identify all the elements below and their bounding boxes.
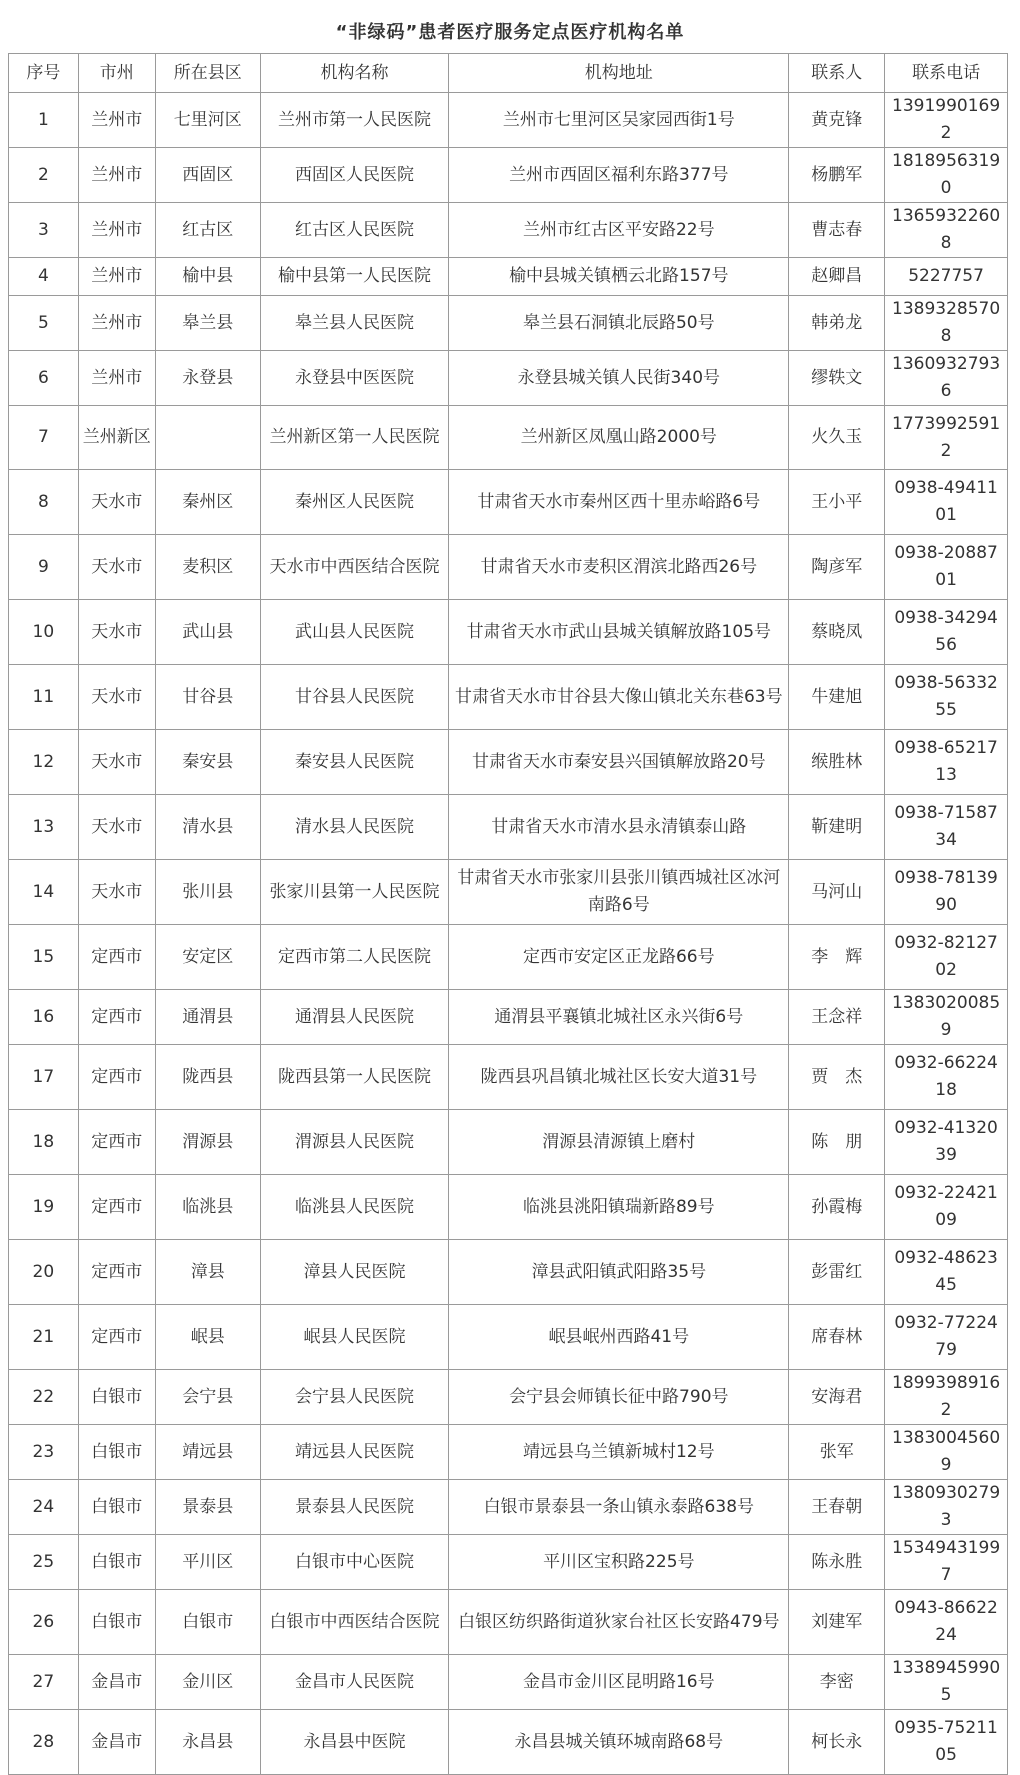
cell-index: 24 [9,1480,79,1535]
cell-index: 23 [9,1425,79,1480]
cell-phone: 0938-7813990 [885,860,1008,925]
cell-address: 兰州市西固区福利东路377号 [449,148,789,203]
cell-institution: 会宁县人民医院 [260,1370,448,1425]
cell-address: 渭源县清源镇上磨村 [449,1110,789,1175]
cell-institution: 武山县人民医院 [260,600,448,665]
table-row [9,1535,1008,1590]
cell-city: 兰州市 [78,148,155,203]
cell-address: 金昌市金川区昆明路16号 [449,1655,789,1710]
cell-contact: 蔡晓凤 [789,600,885,665]
cell-institution: 陇西县第一人民医院 [260,1045,448,1110]
cell-district: 西固区 [155,148,260,203]
cell-city: 白银市 [78,1480,155,1535]
cell-phone: 0935-7521105 [885,1710,1008,1775]
table-row [9,1110,1008,1175]
cell-address: 白银市景泰县一条山镇永泰路638号 [449,1480,789,1535]
table-row [9,1370,1008,1425]
cell-phone: 0932-4862345 [885,1240,1008,1305]
table-row [9,148,1008,203]
table-row [9,665,1008,730]
table-row [9,990,1008,1045]
cell-institution: 临洮县人民医院 [260,1175,448,1240]
cell-index: 21 [9,1305,79,1370]
cell-index: 4 [9,258,79,296]
cell-institution: 甘谷县人民医院 [260,665,448,730]
cell-address: 通渭县平襄镇北城社区永兴街6号 [449,990,789,1045]
cell-institution: 景泰县人民医院 [260,1480,448,1535]
cell-contact: 孙霞梅 [789,1175,885,1240]
cell-contact: 马河山 [789,860,885,925]
cell-institution: 永登县中医医院 [260,351,448,406]
cell-address: 榆中县城关镇栖云北路157号 [449,258,789,296]
header-index: 序号 [9,54,79,93]
cell-district: 安定区 [155,925,260,990]
cell-city: 兰州市 [78,351,155,406]
table-row [9,795,1008,860]
cell-phone: 5227757 [885,258,1008,296]
cell-phone: 17739925912 [885,406,1008,470]
cell-institution: 秦州区人民医院 [260,470,448,535]
cell-address: 陇西县巩昌镇北城社区长安大道31号 [449,1045,789,1110]
cell-contact: 刘建军 [789,1590,885,1655]
header-city: 市州 [78,54,155,93]
table-row [9,351,1008,406]
table-row [9,1175,1008,1240]
cell-city: 定西市 [78,1045,155,1110]
cell-phone: 0938-3429456 [885,600,1008,665]
cell-district: 秦州区 [155,470,260,535]
header-institution: 机构名称 [260,54,448,93]
cell-contact: 缪轶文 [789,351,885,406]
cell-institution: 兰州市第一人民医院 [260,93,448,148]
cell-address: 定西市安定区正龙路66号 [449,925,789,990]
cell-city: 天水市 [78,470,155,535]
table-row [9,258,1008,296]
cell-index: 15 [9,925,79,990]
cell-institution: 定西市第二人民医院 [260,925,448,990]
cell-district: 永登县 [155,351,260,406]
header-contact: 联系人 [789,54,885,93]
cell-index: 25 [9,1535,79,1590]
cell-institution: 白银市中心医院 [260,1535,448,1590]
cell-contact: 张军 [789,1425,885,1480]
cell-contact: 王小平 [789,470,885,535]
table-row [9,1590,1008,1655]
page-title: “非绿码”患者医疗服务定点医疗机构名单 [335,22,685,43]
cell-district: 甘谷县 [155,665,260,730]
cell-city: 白银市 [78,1425,155,1480]
table-row [9,93,1008,148]
cell-address: 甘肃省天水市甘谷县大像山镇北关东巷63号 [449,665,789,730]
cell-phone: 0938-2088701 [885,535,1008,600]
cell-institution: 漳县人民医院 [260,1240,448,1305]
cell-city: 白银市 [78,1590,155,1655]
cell-address: 甘肃省天水市麦积区渭滨北路西26号 [449,535,789,600]
cell-institution: 红古区人民医院 [260,203,448,258]
cell-district: 靖远县 [155,1425,260,1480]
header-phone: 联系电话 [885,54,1008,93]
cell-district: 岷县 [155,1305,260,1370]
cell-phone: 0938-7158734 [885,795,1008,860]
cell-phone: 13609327936 [885,351,1008,406]
table-row [9,535,1008,600]
cell-district: 张川县 [155,860,260,925]
cell-index: 7 [9,406,79,470]
cell-index: 19 [9,1175,79,1240]
cell-district: 临洮县 [155,1175,260,1240]
cell-phone: 13659322608 [885,203,1008,258]
cell-address: 岷县岷州西路41号 [449,1305,789,1370]
cell-contact: 杨鹏军 [789,148,885,203]
cell-district: 麦积区 [155,535,260,600]
cell-phone: 0932-8212702 [885,925,1008,990]
cell-address: 平川区宝积路225号 [449,1535,789,1590]
cell-address: 临洮县洮阳镇瑞新路89号 [449,1175,789,1240]
cell-address: 甘肃省天水市张家川县张川镇西城社区冰河南路6号 [449,860,789,925]
cell-address: 会宁县会师镇长征中路790号 [449,1370,789,1425]
table-row [9,203,1008,258]
cell-institution: 渭源县人民医院 [260,1110,448,1175]
cell-district: 会宁县 [155,1370,260,1425]
cell-contact: 王春朝 [789,1480,885,1535]
cell-index: 26 [9,1590,79,1655]
cell-phone: 0938-4941101 [885,470,1008,535]
cell-contact: 陈永胜 [789,1535,885,1590]
cell-district: 武山县 [155,600,260,665]
cell-index: 28 [9,1710,79,1775]
cell-city: 天水市 [78,795,155,860]
cell-phone: 13919901692 [885,93,1008,148]
cell-phone: 0938-5633255 [885,665,1008,730]
table-row [9,296,1008,351]
cell-address: 兰州新区凤凰山路2000号 [449,406,789,470]
cell-city: 金昌市 [78,1655,155,1710]
cell-institution: 秦安县人民医院 [260,730,448,795]
cell-city: 兰州新区 [78,406,155,470]
cell-phone: 13809302793 [885,1480,1008,1535]
cell-district: 漳县 [155,1240,260,1305]
cell-index: 1 [9,93,79,148]
cell-district: 秦安县 [155,730,260,795]
cell-phone: 18189563190 [885,148,1008,203]
cell-contact: 赵卿昌 [789,258,885,296]
cell-city: 天水市 [78,665,155,730]
cell-institution: 榆中县第一人民医院 [260,258,448,296]
cell-institution: 天水市中西医结合医院 [260,535,448,600]
cell-contact: 席春林 [789,1305,885,1370]
cell-district: 清水县 [155,795,260,860]
cell-index: 13 [9,795,79,860]
cell-city: 兰州市 [78,296,155,351]
cell-index: 5 [9,296,79,351]
cell-phone: 13830045609 [885,1425,1008,1480]
cell-contact: 王念祥 [789,990,885,1045]
cell-district: 永昌县 [155,1710,260,1775]
cell-contact: 李 辉 [789,925,885,990]
cell-district: 金川区 [155,1655,260,1710]
cell-institution: 张家川县第一人民医院 [260,860,448,925]
cell-city: 定西市 [78,990,155,1045]
table-row [9,860,1008,925]
cell-institution: 靖远县人民医院 [260,1425,448,1480]
cell-contact: 柯长永 [789,1710,885,1775]
cell-city: 定西市 [78,1305,155,1370]
table-row [9,1045,1008,1110]
cell-institution: 岷县人民医院 [260,1305,448,1370]
cell-phone: 18993989162 [885,1370,1008,1425]
cell-address: 甘肃省天水市清水县永清镇泰山路 [449,795,789,860]
table-row [9,470,1008,535]
cell-address: 兰州市红古区平安路22号 [449,203,789,258]
cell-city: 定西市 [78,925,155,990]
cell-city: 天水市 [78,600,155,665]
cell-contact: 牛建旭 [789,665,885,730]
cell-address: 甘肃省天水市秦州区西十里赤峪路6号 [449,470,789,535]
cell-address: 永昌县城关镇环城南路68号 [449,1710,789,1775]
cell-city: 兰州市 [78,258,155,296]
cell-index: 22 [9,1370,79,1425]
cell-institution: 皋兰县人民医院 [260,296,448,351]
cell-address: 白银区纺织路街道狄家台社区长安路479号 [449,1590,789,1655]
cell-index: 12 [9,730,79,795]
cell-city: 定西市 [78,1110,155,1175]
cell-index: 6 [9,351,79,406]
cell-contact: 缑胜林 [789,730,885,795]
table-row [9,730,1008,795]
cell-institution: 兰州新区第一人民医院 [260,406,448,470]
cell-contact: 彭雷红 [789,1240,885,1305]
cell-index: 14 [9,860,79,925]
table-header-row [9,54,1008,93]
cell-district [155,406,260,470]
header-address: 机构地址 [449,54,789,93]
cell-district: 皋兰县 [155,296,260,351]
cell-district: 渭源县 [155,1110,260,1175]
cell-phone: 0938-6521713 [885,730,1008,795]
cell-phone: 13830200859 [885,990,1008,1045]
cell-phone: 15349431997 [885,1535,1008,1590]
cell-contact: 陈 朋 [789,1110,885,1175]
cell-phone: 13893285708 [885,296,1008,351]
cell-city: 天水市 [78,535,155,600]
cell-index: 27 [9,1655,79,1710]
cell-phone: 0932-7722479 [885,1305,1008,1370]
cell-phone: 0932-4132039 [885,1110,1008,1175]
cell-district: 平川区 [155,1535,260,1590]
cell-address: 靖远县乌兰镇新城村12号 [449,1425,789,1480]
cell-index: 11 [9,665,79,730]
cell-contact: 韩弟龙 [789,296,885,351]
cell-index: 9 [9,535,79,600]
cell-district: 红古区 [155,203,260,258]
cell-district: 白银市 [155,1590,260,1655]
cell-city: 定西市 [78,1240,155,1305]
cell-district: 景泰县 [155,1480,260,1535]
table-row [9,1710,1008,1775]
cell-phone: 0932-2242109 [885,1175,1008,1240]
cell-institution: 西固区人民医院 [260,148,448,203]
cell-index: 3 [9,203,79,258]
cell-address: 甘肃省天水市武山县城关镇解放路105号 [449,600,789,665]
table-row [9,1425,1008,1480]
cell-institution: 永昌县中医院 [260,1710,448,1775]
table-row [9,925,1008,990]
cell-institution: 金昌市人民医院 [260,1655,448,1710]
cell-index: 8 [9,470,79,535]
cell-address: 甘肃省天水市秦安县兴国镇解放路20号 [449,730,789,795]
cell-city: 天水市 [78,730,155,795]
header-district: 所在县区 [155,54,260,93]
cell-index: 17 [9,1045,79,1110]
cell-city: 白银市 [78,1535,155,1590]
cell-phone: 0943-8662224 [885,1590,1008,1655]
cell-institution: 通渭县人民医院 [260,990,448,1045]
cell-city: 兰州市 [78,93,155,148]
cell-district: 通渭县 [155,990,260,1045]
cell-index: 2 [9,148,79,203]
cell-address: 永登县城关镇人民街340号 [449,351,789,406]
table-row [9,1240,1008,1305]
cell-city: 天水市 [78,860,155,925]
cell-contact: 陶彦军 [789,535,885,600]
cell-contact: 李密 [789,1655,885,1710]
cell-index: 10 [9,600,79,665]
cell-phone: 13389459905 [885,1655,1008,1710]
cell-city: 定西市 [78,1175,155,1240]
institution-table [8,53,1008,1775]
cell-address: 兰州市七里河区吴家园西街1号 [449,93,789,148]
cell-index: 20 [9,1240,79,1305]
table-row [9,1305,1008,1370]
table-row [9,406,1008,470]
cell-address: 漳县武阳镇武阳路35号 [449,1240,789,1305]
table-row [9,1480,1008,1535]
cell-district: 榆中县 [155,258,260,296]
cell-phone: 0932-6622418 [885,1045,1008,1110]
cell-city: 白银市 [78,1370,155,1425]
cell-district: 七里河区 [155,93,260,148]
cell-institution: 清水县人民医院 [260,795,448,860]
cell-city: 兰州市 [78,203,155,258]
cell-city: 金昌市 [78,1710,155,1775]
cell-contact: 靳建明 [789,795,885,860]
cell-index: 18 [9,1110,79,1175]
cell-contact: 黄克锋 [789,93,885,148]
cell-address: 皋兰县石洞镇北辰路50号 [449,296,789,351]
cell-contact: 贾 杰 [789,1045,885,1110]
cell-contact: 曹志春 [789,203,885,258]
table-row [9,1655,1008,1710]
cell-district: 陇西县 [155,1045,260,1110]
cell-institution: 白银市中西医结合医院 [260,1590,448,1655]
table-row [9,600,1008,665]
cell-contact: 安海君 [789,1370,885,1425]
cell-contact: 火久玉 [789,406,885,470]
cell-index: 16 [9,990,79,1045]
